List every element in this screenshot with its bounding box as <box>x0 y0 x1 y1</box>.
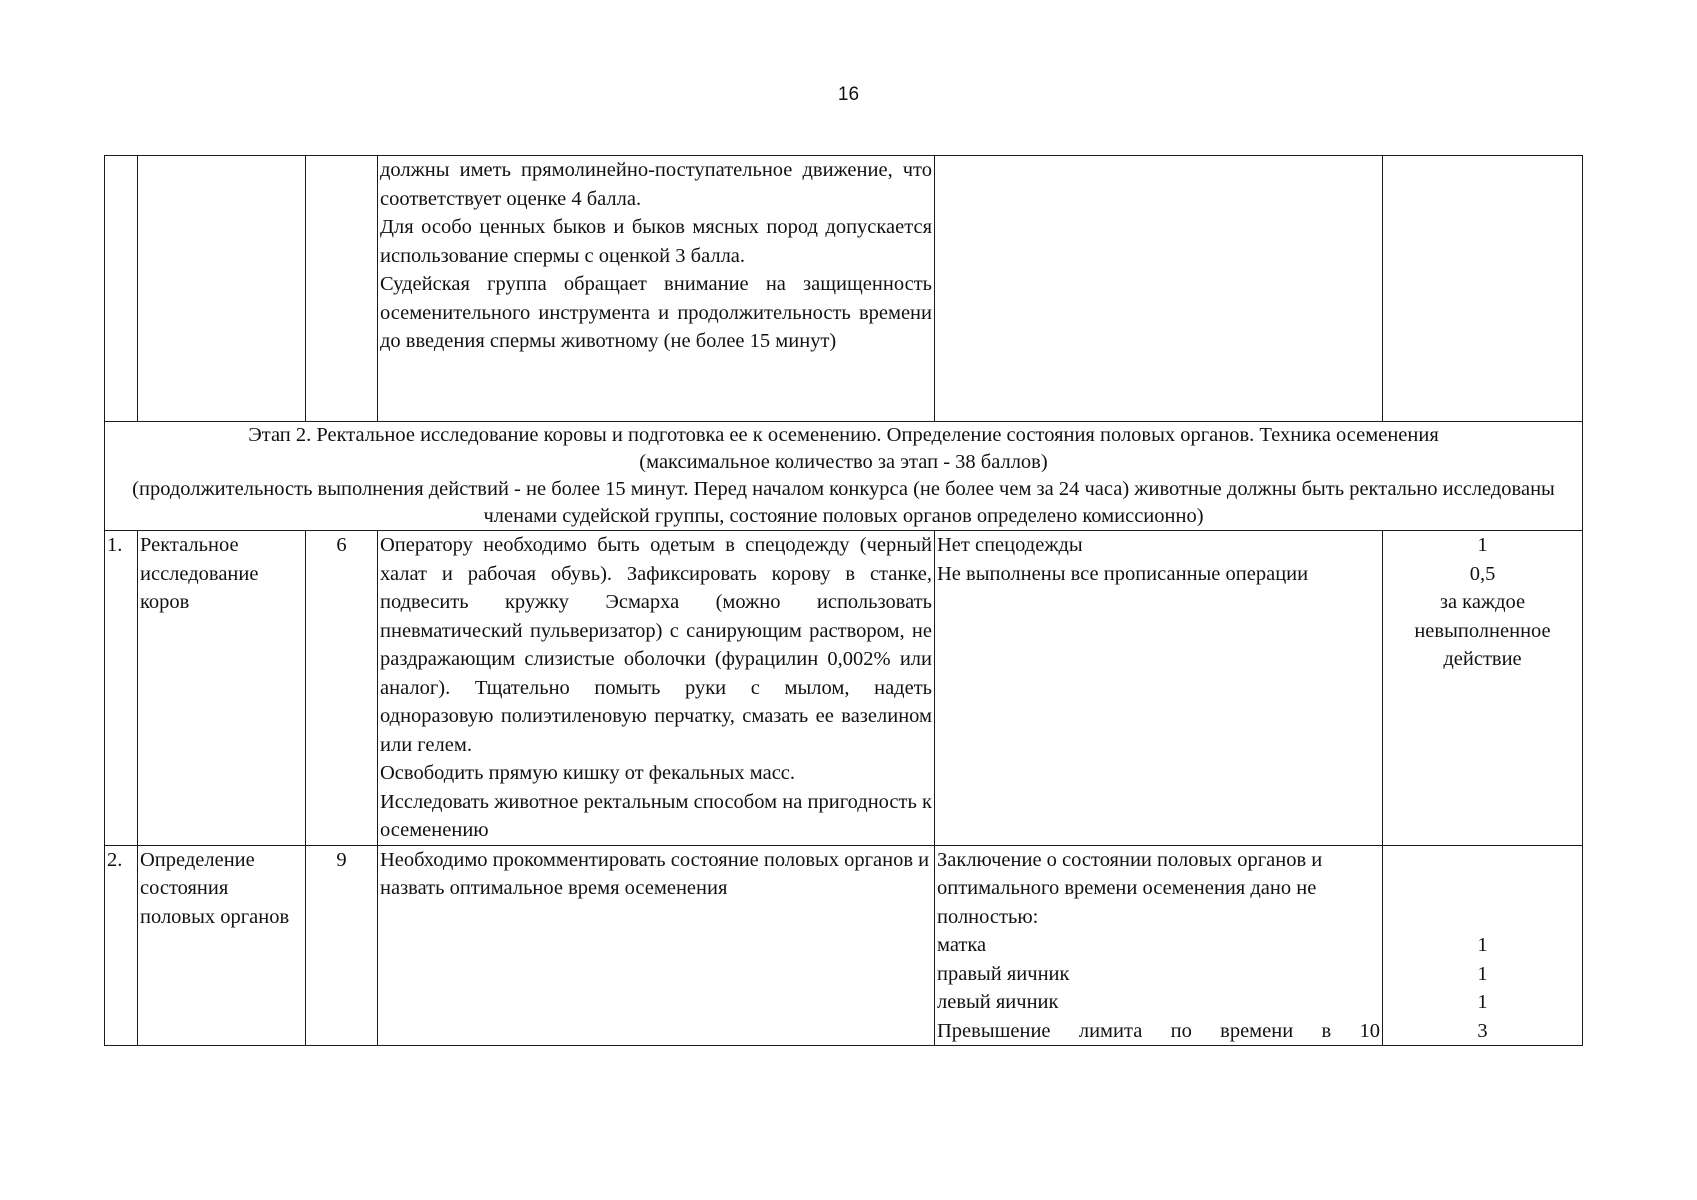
row-number: 1. <box>105 531 138 846</box>
score-value: 1 <box>1477 962 1488 985</box>
row-scores <box>1383 845 1583 1046</box>
row-scores <box>1383 531 1583 846</box>
cont-description-cell <box>378 156 935 422</box>
cont-paragraph: Судейская группа обращает внимание на защищенность осеменительного инструмента и продолжительность времени до введения спермы животному (не более 15 минут) <box>380 273 932 352</box>
criteria-item: правый яичник <box>937 962 1070 985</box>
page-number: 16 <box>837 84 860 105</box>
criteria-item: левый яичник <box>937 991 1059 1013</box>
score-note: действие <box>1443 648 1522 670</box>
score-value: 0,5 <box>1469 562 1496 585</box>
row-points: 6 <box>306 531 378 846</box>
cont-score-cell <box>1383 156 1583 422</box>
score-value: 1 <box>1477 534 1488 556</box>
score-note: за каждое <box>1439 591 1526 613</box>
stage-row <box>105 422 1583 531</box>
criteria-item: Превышение лимита по времени в 10 <box>937 1019 1380 1042</box>
score-value: 1 <box>1477 934 1488 956</box>
score-spacer <box>1385 903 1580 932</box>
stage-header-cell <box>105 422 1583 531</box>
cont-paragraph: должны иметь прямолинейно-поступательное движение, что соответствует оценке 4 балла. <box>380 159 932 210</box>
cont-num-cell <box>105 156 138 422</box>
criteria-item: матка <box>937 934 987 956</box>
stage-title: Этап 2. Ректальное исследование коровы и подготовка ее к осеменению. Определение состояния половых органов. Техника осеменения <box>248 424 1439 446</box>
cont-points-cell <box>306 156 378 422</box>
cont-paragraph: Для особо ценных быков и быков мясных пород допускается использование спермы с оценкой 3 балла. <box>380 216 932 267</box>
description-paragraph: Оператору необходимо быть одетым в спецодежду (черный халат и рабочая обувь). Зафиксировать корову в станке, подвесить кружку Эсмарха (можно использовать пневматический пульверизатор) с санирующим раствором, не раздражающим слизистые оболочки (фурацилин 0,002% или аналог). Тщательно помыть руки с мылом, надеть одноразовую полиэтиленовую перчатку, смазать ее вазелином или гелем. <box>380 534 932 756</box>
row-description <box>378 845 935 1046</box>
score-note: невыполненное <box>1414 619 1551 642</box>
criteria-item: Нет спецодежды <box>937 534 1083 556</box>
score-spacer <box>1385 846 1580 875</box>
score-value: 3 <box>1477 1019 1488 1042</box>
row-description <box>378 531 935 846</box>
row-criteria <box>935 531 1383 846</box>
table-row <box>105 845 1583 1046</box>
description-paragraph: Необходимо прокомментировать состояние половых органов и назвать оптимальное время осеменения <box>380 848 930 899</box>
criteria-intro: Заключение о состоянии половых органов и оптимального времени осеменения дано не полностью: <box>937 848 1323 928</box>
stage-duration-note: (продолжительность выполнения действий - не более 15 минут. Перед началом конкурса (не более чем за 24 часа) животные должны быть ректально исследованы членами судейской группы, состояние половых органов определено комиссионно) <box>132 478 1555 527</box>
cont-criteria-cell <box>935 156 1383 422</box>
stage-max-score: (максимальное количество за этап - 38 баллов) <box>639 451 1048 473</box>
description-paragraph: Исследовать животное ректальным способом на пригодность к осеменению <box>380 790 932 841</box>
score-spacer <box>1385 874 1580 903</box>
continuation-row <box>105 156 1583 422</box>
row-criteria <box>935 845 1383 1046</box>
row-number: 2. <box>105 845 138 1046</box>
row-points: 9 <box>306 845 378 1046</box>
evaluation-table <box>104 155 1583 1046</box>
row-name: Ректальное исследование коров <box>138 531 306 846</box>
criteria-item: Не выполнены все прописанные операции <box>937 562 1309 585</box>
row-name: Определение состояния половых органов <box>138 845 306 1046</box>
score-value: 1 <box>1477 991 1488 1013</box>
table-row <box>105 531 1583 846</box>
cont-name-cell <box>138 156 306 422</box>
description-paragraph: Освободить прямую кишку от фекальных масс. <box>380 762 796 784</box>
